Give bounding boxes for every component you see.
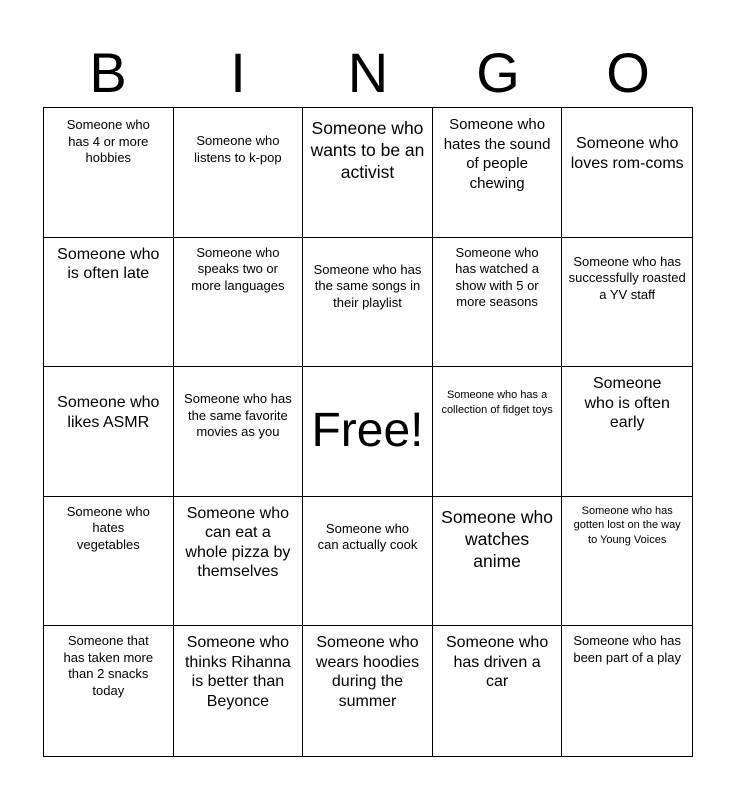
bingo-cell[interactable] (44, 238, 174, 368)
cell-text: Someone who has 4 or more hobbies (66, 117, 150, 165)
cell-text: Someone who watches anime (441, 506, 554, 571)
cell-text: Someone who can eat a whole pizza by themselves (185, 504, 291, 581)
free-space-label: Free! (311, 404, 424, 458)
cell-text: Someone who hates the sound of people chewing (443, 116, 551, 192)
header-letter-i: I (230, 41, 246, 104)
bingo-cell[interactable] (44, 367, 174, 497)
cell-text: Someone who can actually cook (317, 520, 418, 553)
bingo-cell[interactable] (303, 626, 433, 756)
cell-text: Someone who loves rom-coms (570, 135, 684, 172)
cell-text: Someone who listens to k-pop (194, 133, 282, 165)
bingo-cell[interactable] (303, 238, 433, 368)
header-letter-b: B (89, 41, 127, 104)
bingo-cell[interactable] (44, 497, 174, 627)
bingo-cell[interactable] (44, 108, 174, 238)
bingo-cell-free[interactable] (303, 367, 433, 497)
cell-text: Someone who has gotten lost on the way to Young Voices (573, 504, 681, 546)
header-letter-o: O (606, 41, 650, 104)
cell-text: Someone who has the same songs in their playlist (313, 261, 422, 310)
bingo-cell[interactable] (562, 497, 692, 627)
bingo-cell[interactable] (174, 108, 304, 238)
cell-text: Someone who has driven a car (445, 634, 549, 691)
bingo-cell[interactable] (174, 497, 304, 627)
cell-text: Someone that has taken more than 2 snacks today (63, 633, 154, 698)
bingo-cell[interactable] (562, 238, 692, 368)
bingo-cell[interactable] (433, 367, 563, 497)
bingo-cell[interactable] (174, 626, 304, 756)
cell-text: Someone who has watched a show with 5 or more seasons (455, 244, 540, 310)
header-letter-n: N (347, 41, 389, 104)
cell-text: Someone who is often late (57, 245, 160, 283)
cell-text: Someone who thinks Rihanna is better than Beyonce (184, 634, 291, 710)
cell-text: Someone who has been part of a play (573, 633, 682, 665)
cell-text: Someone who has successfully roasted a YV staff (568, 253, 686, 302)
bingo-cell[interactable] (303, 497, 433, 627)
cell-text: Someone who hates vegetables (66, 503, 150, 552)
bingo-cell[interactable] (433, 108, 563, 238)
bingo-cell[interactable] (562, 367, 692, 497)
cell-text: Someone who likes ASMR (57, 394, 160, 431)
cell-text: Someone who is often early (584, 375, 670, 432)
bingo-header (43, 40, 693, 106)
bingo-cell[interactable] (433, 497, 563, 627)
cell-text: Someone who speaks two or more languages (191, 244, 285, 293)
bingo-board (43, 107, 693, 757)
cell-text: Someone who has the same favorite movies as you (184, 391, 292, 440)
cell-text: Someone who has a collection of fidget toys (441, 389, 553, 416)
bingo-cell[interactable] (174, 238, 304, 368)
bingo-cell[interactable] (44, 626, 174, 756)
cell-text: Someone who wants to be an activist (310, 118, 425, 182)
bingo-cell[interactable] (174, 367, 304, 497)
bingo-cell[interactable] (433, 626, 563, 756)
bingo-cell[interactable] (562, 626, 692, 756)
cell-text: Someone who wears hoodies during the summer (315, 634, 420, 710)
bingo-cell[interactable] (562, 108, 692, 238)
bingo-cell[interactable] (433, 238, 563, 368)
header-letter-g: G (476, 41, 520, 104)
bingo-cell[interactable] (303, 108, 433, 238)
